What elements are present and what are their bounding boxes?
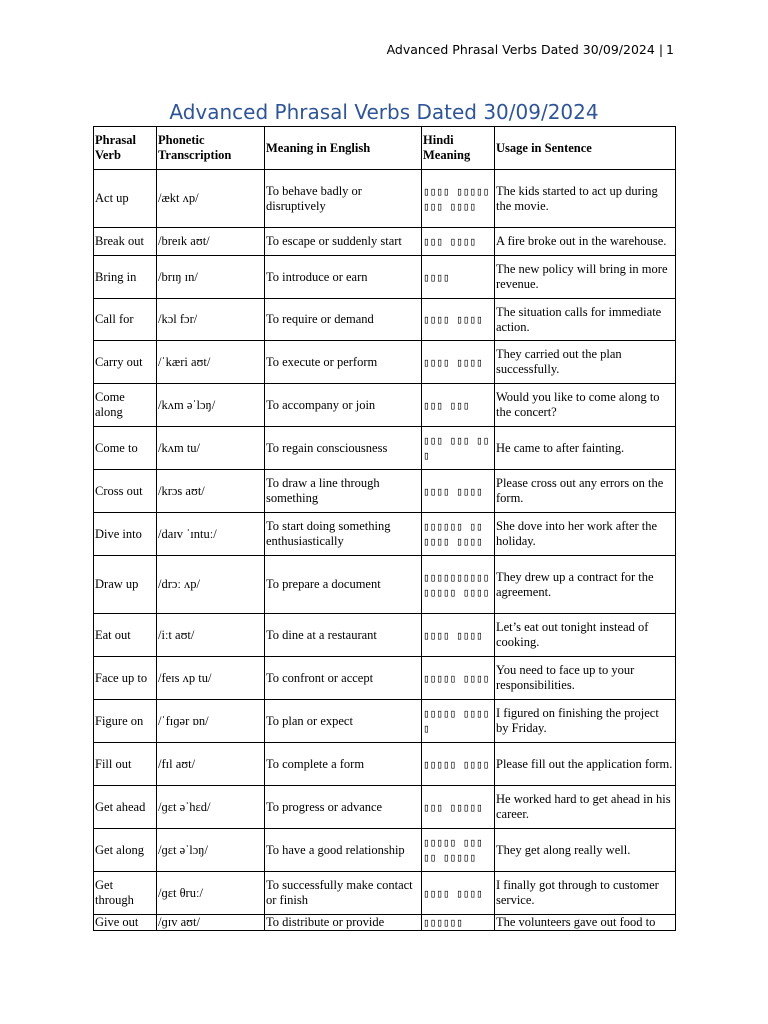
table-row [94, 170, 676, 228]
table-row [94, 915, 676, 931]
cell-meaning-english: To confront or accept [265, 657, 422, 700]
cell-phrasal-verb: Fill out [94, 743, 157, 786]
header-meaning-english: Meaning in English [265, 127, 422, 170]
cell-usage-sentence: You need to face up to your responsibilities. [495, 657, 676, 700]
cell-usage-sentence: They carried out the plan successfully. [495, 341, 676, 384]
cell-phrasal-verb: Come to [94, 427, 157, 470]
cell-hindi-meaning: ▯▯▯ ▯▯▯▯ [422, 228, 495, 256]
table-row [94, 228, 676, 256]
table-row [94, 427, 676, 470]
cell-hindi-meaning: ▯▯▯▯ ▯▯▯▯▯▯▯▯ ▯▯▯▯ [422, 170, 495, 228]
cell-hindi-meaning: ▯▯▯▯▯ ▯▯▯▯▯ [422, 700, 495, 743]
cell-phonetic: /ɡɛt əˈhɛd/ [157, 786, 265, 829]
cell-hindi-meaning: ▯▯▯ ▯▯▯▯▯ [422, 786, 495, 829]
cell-usage-sentence: They get along really well. [495, 829, 676, 872]
cell-phrasal-verb: Get along [94, 829, 157, 872]
cell-usage-sentence: The situation calls for immediate action. [495, 299, 676, 341]
cell-phrasal-verb: Give out [94, 915, 157, 931]
cell-hindi-meaning: ▯▯▯▯▯▯ [422, 915, 495, 931]
cell-phonetic: /kʌm tu/ [157, 427, 265, 470]
cell-phonetic: /feɪs ʌp tu/ [157, 657, 265, 700]
cell-hindi-meaning: ▯▯▯▯▯ ▯▯▯▯ [422, 657, 495, 700]
cell-hindi-meaning: ▯▯▯ ▯▯▯ ▯▯▯ [422, 427, 495, 470]
cell-hindi-meaning: ▯▯▯▯ [422, 256, 495, 299]
cell-phrasal-verb: Carry out [94, 341, 157, 384]
cell-phrasal-verb: Face up to [94, 657, 157, 700]
cell-usage-sentence: They drew up a contract for the agreement. [495, 556, 676, 614]
cell-phonetic: /drɔː ʌp/ [157, 556, 265, 614]
cell-meaning-english: To draw a line through something [265, 470, 422, 513]
cell-usage-sentence: He worked hard to get ahead in his career. [495, 786, 676, 829]
cell-usage-sentence: Please cross out any errors on the form. [495, 470, 676, 513]
cell-phonetic: /brɪŋ ɪn/ [157, 256, 265, 299]
header-hindi-meaning: Hindi Meaning [422, 127, 495, 170]
cell-phonetic: /kʌm əˈlɔŋ/ [157, 384, 265, 427]
table-row [94, 700, 676, 743]
table-row [94, 556, 676, 614]
cell-phrasal-verb: Cross out [94, 470, 157, 513]
cell-usage-sentence: The new policy will bring in more revenue. [495, 256, 676, 299]
header-page-number: 1 [666, 42, 674, 57]
cell-usage-sentence: A fire broke out in the warehouse. [495, 228, 676, 256]
cell-hindi-meaning: ▯▯▯▯ ▯▯▯▯ [422, 470, 495, 513]
table-row [94, 513, 676, 556]
table-row [94, 786, 676, 829]
cell-hindi-meaning: ▯▯▯▯▯▯ ▯▯ ▯▯▯▯ ▯▯▯▯ [422, 513, 495, 556]
cell-hindi-meaning: ▯▯▯▯ ▯▯▯▯ [422, 614, 495, 657]
cell-phrasal-verb: Come along [94, 384, 157, 427]
cell-phonetic: /ækt ʌp/ [157, 170, 265, 228]
cell-phonetic: /ɡɛt θruː/ [157, 872, 265, 915]
cell-phonetic: /breɪk aʊt/ [157, 228, 265, 256]
cell-phonetic: /iːt aʊt/ [157, 614, 265, 657]
header-phrasal-verb: Phrasal Verb [94, 127, 157, 170]
header-doc-title: Advanced Phrasal Verbs Dated 30/09/2024 [386, 42, 655, 57]
cell-phonetic: /fɪl aʊt/ [157, 743, 265, 786]
cell-hindi-meaning: ▯▯▯▯ ▯▯▯▯ [422, 299, 495, 341]
table-row [94, 829, 676, 872]
document-title: Advanced Phrasal Verbs Dated 30/09/2024 [169, 100, 599, 124]
cell-phonetic: /ɡɪv aʊt/ [157, 915, 265, 931]
cell-usage-sentence: The volunteers gave out food to [495, 915, 676, 931]
cell-phrasal-verb: Call for [94, 299, 157, 341]
cell-hindi-meaning: ▯▯▯▯ ▯▯▯▯ [422, 341, 495, 384]
cell-usage-sentence: Would you like to come along to the concert? [495, 384, 676, 427]
cell-meaning-english: To require or demand [265, 299, 422, 341]
cell-meaning-english: To complete a form [265, 743, 422, 786]
cell-phonetic: /daɪv ˈɪntuː/ [157, 513, 265, 556]
table-row [94, 872, 676, 915]
cell-meaning-english: To prepare a document [265, 556, 422, 614]
cell-meaning-english: To accompany or join [265, 384, 422, 427]
cell-meaning-english: To start doing something enthusiastically [265, 513, 422, 556]
table-row [94, 743, 676, 786]
table-body [94, 170, 676, 931]
table-row [94, 614, 676, 657]
table-row [94, 384, 676, 427]
table-row [94, 256, 676, 299]
table-row [94, 657, 676, 700]
cell-phrasal-verb: Break out [94, 228, 157, 256]
cell-meaning-english: To distribute or provide [265, 915, 422, 931]
cell-usage-sentence: Please fill out the application form. [495, 743, 676, 786]
cell-meaning-english: To behave badly or disruptively [265, 170, 422, 228]
table-header-row [94, 127, 676, 170]
cell-phrasal-verb: Eat out [94, 614, 157, 657]
cell-hindi-meaning: ▯▯▯▯▯ ▯▯▯▯ [422, 743, 495, 786]
table-row [94, 470, 676, 513]
cell-usage-sentence: I figured on finishing the project by Friday. [495, 700, 676, 743]
cell-hindi-meaning: ▯▯▯▯ ▯▯▯▯ [422, 872, 495, 915]
cell-meaning-english: To successfully make contact or finish [265, 872, 422, 915]
cell-meaning-english: To introduce or earn [265, 256, 422, 299]
cell-phonetic: /ˈfɪɡər ɒn/ [157, 700, 265, 743]
cell-usage-sentence: Let’s eat out tonight instead of cooking. [495, 614, 676, 657]
cell-meaning-english: To progress or advance [265, 786, 422, 829]
cell-hindi-meaning: ▯▯▯▯▯ ▯▯▯ ▯▯ ▯▯▯▯▯ [422, 829, 495, 872]
cell-usage-sentence: He came to after fainting. [495, 427, 676, 470]
header-separator: | [658, 42, 664, 57]
cell-phrasal-verb: Act up [94, 170, 157, 228]
cell-phrasal-verb: Dive into [94, 513, 157, 556]
header-phonetic-transcription: Phonetic Transcription [157, 127, 265, 170]
cell-phonetic: /krɔs aʊt/ [157, 470, 265, 513]
cell-phrasal-verb: Get through [94, 872, 157, 915]
table-row [94, 341, 676, 384]
page-header [387, 42, 674, 57]
cell-phonetic: /ˈkæri aʊt/ [157, 341, 265, 384]
cell-usage-sentence: She dove into her work after the holiday. [495, 513, 676, 556]
cell-meaning-english: To escape or suddenly start [265, 228, 422, 256]
cell-phrasal-verb: Figure on [94, 700, 157, 743]
cell-meaning-english: To regain consciousness [265, 427, 422, 470]
cell-meaning-english: To have a good relationship [265, 829, 422, 872]
cell-phonetic: /ɡɛt əˈlɔŋ/ [157, 829, 265, 872]
cell-hindi-meaning: ▯▯▯ ▯▯▯ [422, 384, 495, 427]
cell-phonetic: /kɔl fɔr/ [157, 299, 265, 341]
cell-phrasal-verb: Bring in [94, 256, 157, 299]
header-usage-sentence: Usage in Sentence [495, 127, 676, 170]
phrasal-verbs-table [93, 126, 676, 931]
cell-hindi-meaning: ▯▯▯▯▯▯▯▯▯▯ ▯▯▯▯▯ ▯▯▯▯ [422, 556, 495, 614]
cell-meaning-english: To plan or expect [265, 700, 422, 743]
cell-usage-sentence: I finally got through to customer service. [495, 872, 676, 915]
cell-phrasal-verb: Get ahead [94, 786, 157, 829]
cell-meaning-english: To execute or perform [265, 341, 422, 384]
cell-phrasal-verb: Draw up [94, 556, 157, 614]
table-row [94, 299, 676, 341]
cell-usage-sentence: The kids started to act up during the movie. [495, 170, 676, 228]
cell-meaning-english: To dine at a restaurant [265, 614, 422, 657]
